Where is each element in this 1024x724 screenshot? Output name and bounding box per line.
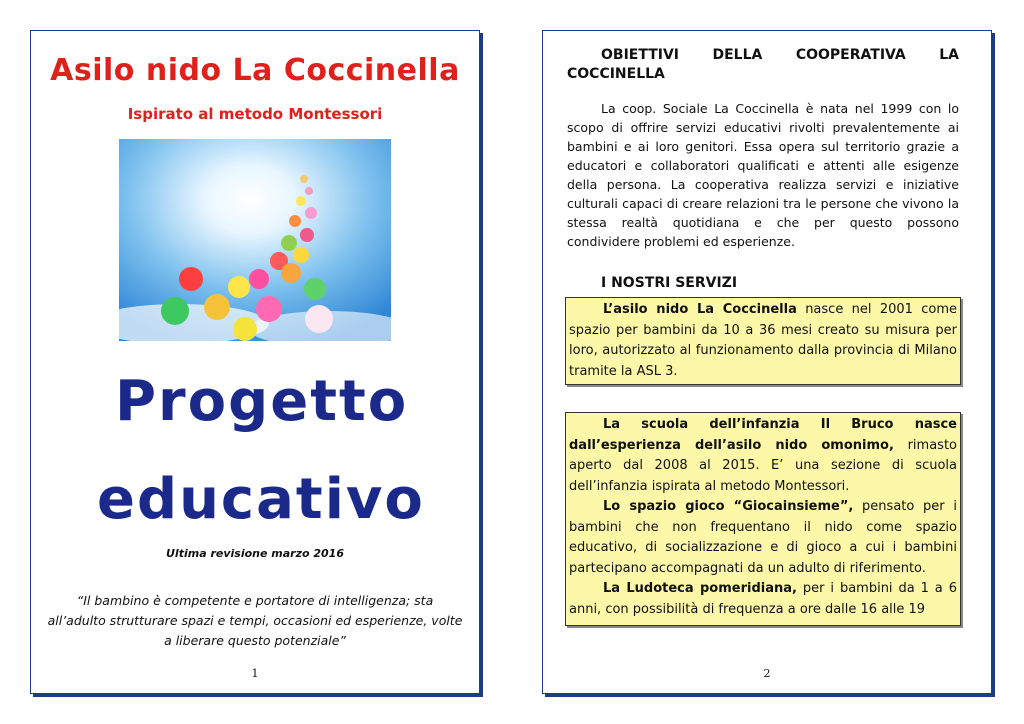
other-services-box (565, 412, 961, 626)
heading-word: COOPERATIVA (795, 47, 906, 63)
nursery-info-box (565, 297, 961, 385)
heading-word: DELLA (712, 47, 763, 63)
quote-line: “Il bambino è competente e portatore di intelligenza; sta (76, 593, 434, 608)
objectives-heading (567, 47, 959, 82)
ludoteca-name: La Ludoteca pomeridiana, (603, 581, 797, 596)
page-one (30, 30, 480, 694)
services-heading: I NOSTRI SERVIZI (601, 275, 738, 291)
main-heading-line1: Progetto (115, 369, 409, 434)
nursery-name: L’asilo nido La Coccinella (603, 302, 797, 317)
playgroup-description: pensato per i bambini che non frequentano il nido come spazio educativo, di socializzazione e di gioco a cui i bambini partecipano accompagnati da un adulto di riferimento. (569, 499, 957, 576)
kindergarten-description: rimasto aperto dal 2008 al 2015. E’ una sezione di scuola dell’infanzia ispirata al metodo Montessori. (569, 437, 957, 494)
balloons-sky-image (119, 139, 391, 341)
heading-word: COCCINELLA (567, 66, 665, 82)
montessori-quote (43, 591, 467, 651)
revision-date: Ultima revisione marzo 2016 (166, 547, 344, 560)
cooperative-intro: La coop. Sociale La Coccinella è nata nel 1999 con lo scopo di offrire servizi educativi rivolti prevalentemente ai bambini e ai loro genitori. Essa opera sul territorio grazie a educatori e collaboratori qualificati e attenti alle esigenze della persona. La cooperativa realizza servizi e iniziative culturali capaci di creare relazioni tra le persone che vivono la stessa realtà quotidiana e che per questo possono condividere problemi ed esperienze. (567, 101, 959, 249)
heading-word: OBIETTIVI (601, 47, 680, 63)
playgroup-name: Lo spazio gioco “Giocainsieme”, (603, 499, 854, 514)
quote-line: all’adulto strutturare spazi e tempi, occasioni ed esperienze, volte (47, 613, 463, 628)
quote-line: a liberare questo potenziale” (164, 633, 346, 648)
document-subtitle: Ispirato al metodo Montessori (127, 105, 383, 123)
kindergarten-name: La scuola dell’infanzia Il Bruco nasce dall’esperienza dell’asilo nido omonimo, (569, 417, 957, 453)
main-heading-line2: educativo (97, 467, 425, 532)
heading-word: LA (939, 47, 959, 63)
page-number: 2 (763, 667, 771, 680)
ludoteca-description: per i bambini da 1 a 6 anni, con possibilità di frequenza a ore dalle 16 alle 19 (569, 581, 957, 617)
document-title: Asilo nido La Coccinella (50, 53, 460, 88)
page-two (542, 30, 992, 694)
nursery-description: nasce nel 2001 come spazio per bambini da 10 a 36 mesi creato su misura per loro, autorizzato al funzionamento dalla provincia di Milano tramite la ASL 3. (569, 302, 957, 379)
page-number: 1 (251, 667, 259, 680)
